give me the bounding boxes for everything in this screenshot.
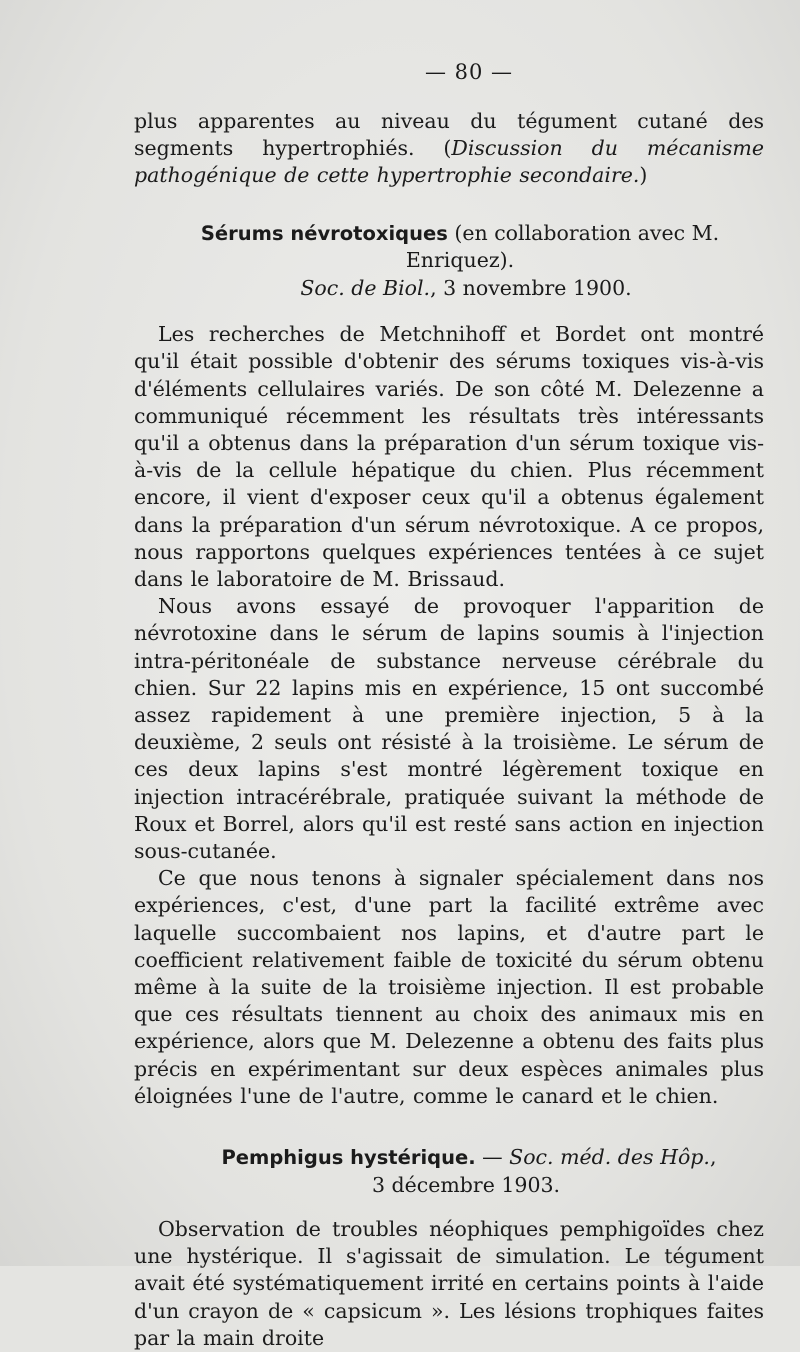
reference-journal: Soc. méd. des Hôp.	[509, 1145, 710, 1169]
intro-close: )	[639, 163, 648, 188]
reference-date: , 3 novembre 1900.	[430, 275, 632, 300]
section-serums	[134, 220, 764, 1110]
intro-text: plus apparentes au niveau du tégument cutané des segments hypertrophiés. (	[134, 109, 764, 161]
reference-journal: Soc. de Biol.	[300, 275, 431, 300]
page-number: — 80 —	[424, 60, 514, 84]
section-paragraph: Nous avons essayé de provoquer l'apparition de névrotoxine dans le sérum de lapins soumis à l'injection intra-péritonéale de substance nerveuse cérébrale du chien. Sur 22 lapins mis en expérience, 15 ont succombé assez rapidement à une première injection, 5 à la deuxième, 2 seuls ont résisté à la troisième. Le sérum de ces deux lapins s'est montré légèrement toxique en injection intracérébrale, pratiquée suivant la méthode de Roux et Borrel, alors qu'il est resté sans action en injection sous-cutanée.	[134, 594, 764, 863]
page-content	[134, 60, 764, 1352]
section-collab: (en collaboration avec M. Enriquez).	[405, 220, 720, 273]
section-heading	[134, 1144, 764, 1172]
intro-paragraph	[134, 108, 764, 190]
section-reference	[134, 275, 764, 303]
section-paragraph: Observation de troubles néophiques pemphigoïdes chez une hystérique. Il s'agissait de simulation. Le tégument avait été systématiquement irrité en certains points à l'aide d'un crayon de « capsicum ». Les lésions trophiques faites par la main droite	[134, 1217, 764, 1350]
section-paragraph: Ce que nous tenons à signaler spécialement dans nos expériences, c'est, d'une part la facilité extrême avec laquelle succombaient nos lapins, et d'autre part le coefficient relativement faible de toxicité du sérum obtenu même à la suite de la troisième injection. Il est probable que ces résultats tiennent au choix des animaux mis en expérience, alors que M. Delezenne a obtenu des faits plus précis en expérimentant sur deux espèces animales plus éloignées l'une de l'autre, comme le canard et le chien.	[134, 866, 764, 1108]
section-title: Pemphigus hystérique.	[221, 1146, 476, 1169]
section-title: Sérums névrotoxiques	[200, 221, 448, 245]
intro-italic: Discussion du mécanisme pathogénique de cette hypertrophie secondaire.	[134, 136, 764, 188]
section-dash: —	[475, 1145, 510, 1169]
reference-date: 3 décembre 1903.	[371, 1172, 561, 1197]
section-paragraph: Les recherches de Metchnihoff et Bordet ont montré qu'il était possible d'obtenir des sérums toxiques vis-à-vis d'éléments cellulaires variés. De son côté M. Delezenne a communiqué récemment les résultats très intéressants qu'il a obtenus dans la préparation d'un sérum toxique vis-à-vis de la cellule hépatique du chien. Plus récemment encore, il vient d'exposer ceux qu'il a obtenus également dans la préparation d'un sérum névrotoxique. A ce propos, nous rapportons quelques expériences tentées à ce sujet dans le laboratoire de M. Brissaud.	[134, 322, 764, 591]
reference-comma: ,	[709, 1145, 717, 1169]
section-pemphigus	[134, 1144, 764, 1352]
section-heading	[134, 220, 764, 275]
